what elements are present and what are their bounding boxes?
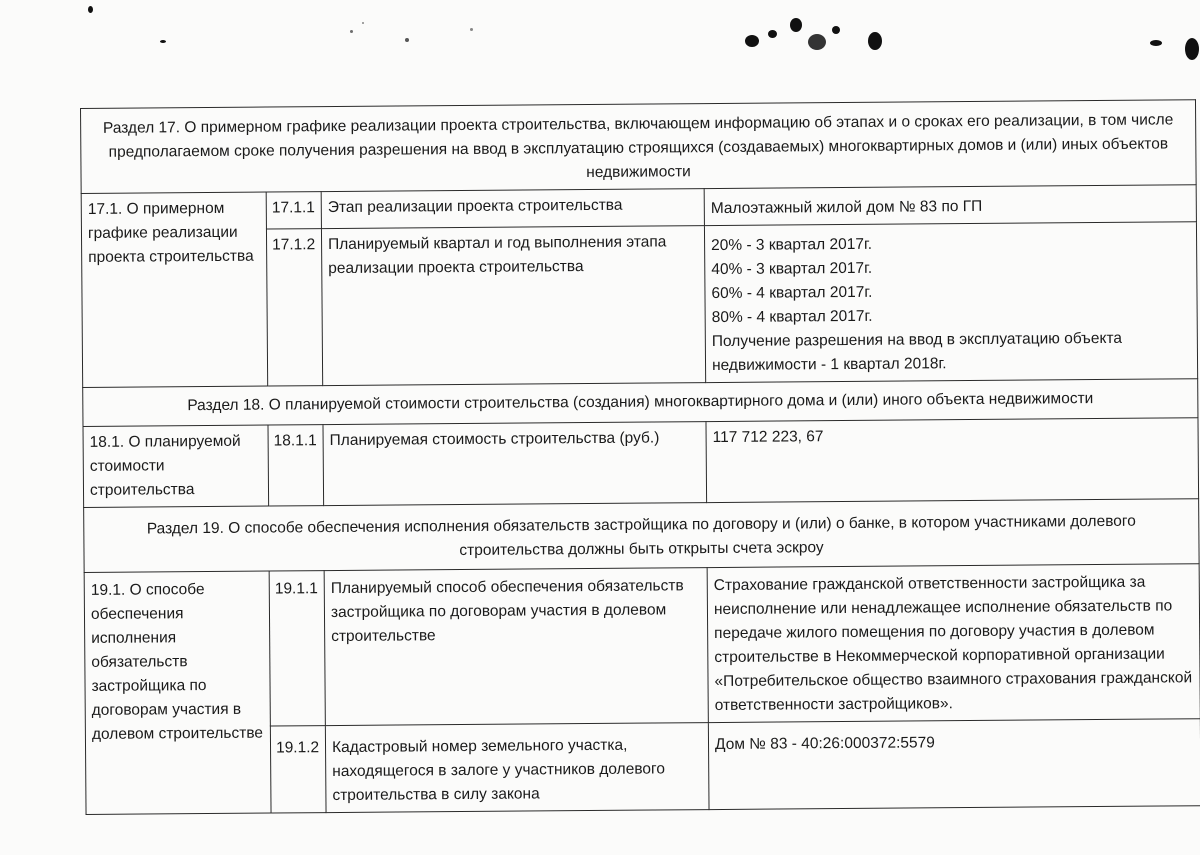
document-table-wrapper [80, 99, 1200, 815]
row-label: Планируемый способ обеспечения обязательств застройщика по договорам участия в долевом строительстве [324, 568, 708, 726]
section-19-title: Раздел 19. О способе обеспечения исполнения обязательств застройщика по договору и (или) о банке, в котором участниками долевого строительства должны быть открыты счета эскроу [84, 499, 1199, 573]
row-value: Дом № 83 - 40:26:000372:5579 [708, 719, 1200, 810]
scan-speck [868, 32, 882, 50]
row-label: Планируемая стоимость строительства (руб.) [323, 422, 707, 506]
row-code: 19.1.2 [270, 726, 326, 813]
schedule-line: 60% - 4 квартал 2017г. [711, 283, 873, 303]
scan-speck [470, 28, 473, 31]
row-value: 117 712 223, 67 [706, 418, 1199, 503]
row-label: Планируемый квартал и год выполнения этапа реализации проекта строительства [321, 226, 705, 386]
row-label: Этап реализации проекта строительства [321, 189, 704, 229]
scan-speck [362, 22, 364, 24]
scan-speck [1185, 38, 1199, 60]
row-value-list [704, 222, 1197, 383]
row-code: 19.1.1 [269, 571, 325, 726]
schedule-line: Получение разрешения на ввод в эксплуатацию объекта недвижимости - 1 квартал 2018г. [711, 329, 1123, 375]
row-code: 17.1.2 [266, 229, 322, 386]
scan-speck [160, 40, 166, 43]
scan-speck [768, 30, 777, 38]
scan-speck [405, 38, 409, 42]
scan-speck [88, 6, 93, 13]
schedule-line: 40% - 3 квартал 2017г. [711, 259, 873, 279]
schedule-line: 80% - 4 квартал 2017г. [711, 307, 873, 327]
subsection-19-1-label: 19.1. О способе обеспечения исполнения обязательств застройщика по договорам участия в долевом строительстве [84, 571, 271, 814]
table-row [83, 418, 1199, 508]
section-17-title: Раздел 17. О примерном графике реализации проекта строительства, включающем информацию об этапах и о сроках его реализации, в том числе предполагаемом сроке получения разрешения на ввод в эксплуатацию строящихся (создаваемых) многоквартирных домов и (или) иных объектов недвижимости [81, 100, 1197, 194]
subsection-18-1-label: 18.1. О планируемой стоимости строительства [83, 425, 269, 507]
row-value: Страхование гражданской ответственности застройщика за неисполнение или ненадлежащее исполнение обязательств по передаче жилого помещения по договору участия в долевом строительстве в Некоммерческой корпоративной организации «Потребительское общество взаимного страхования гражданской ответственности застройщиков». [707, 564, 1200, 723]
project-declaration-table [80, 99, 1200, 815]
subsection-17-1-label: 17.1. О примерном графике реализации проекта строительства [81, 192, 268, 387]
row-value: Малоэтажный жилой дом № 83 по ГП [704, 185, 1196, 226]
table-row [84, 564, 1200, 728]
row-label: Кадастровый номер земельного участка, находящегося в залоге у участников долевого строительства в силу закона [325, 723, 709, 813]
section-19-header-row [84, 499, 1199, 573]
scan-speck [832, 26, 840, 34]
section-18-title: Раздел 18. О планируемой стоимости строительства (создания) многоквартирного дома и (или) иного объекта недвижимости [83, 379, 1198, 427]
scan-speck [350, 30, 353, 33]
scan-speck [790, 18, 802, 32]
row-code: 18.1.1 [268, 425, 324, 506]
section-17-header-row [81, 100, 1197, 194]
scan-speck [808, 34, 826, 50]
row-code: 17.1.1 [266, 192, 321, 229]
scan-speck [1150, 40, 1162, 46]
scan-speck [745, 35, 759, 47]
schedule-line: 20% - 3 квартал 2017г. [711, 235, 873, 255]
